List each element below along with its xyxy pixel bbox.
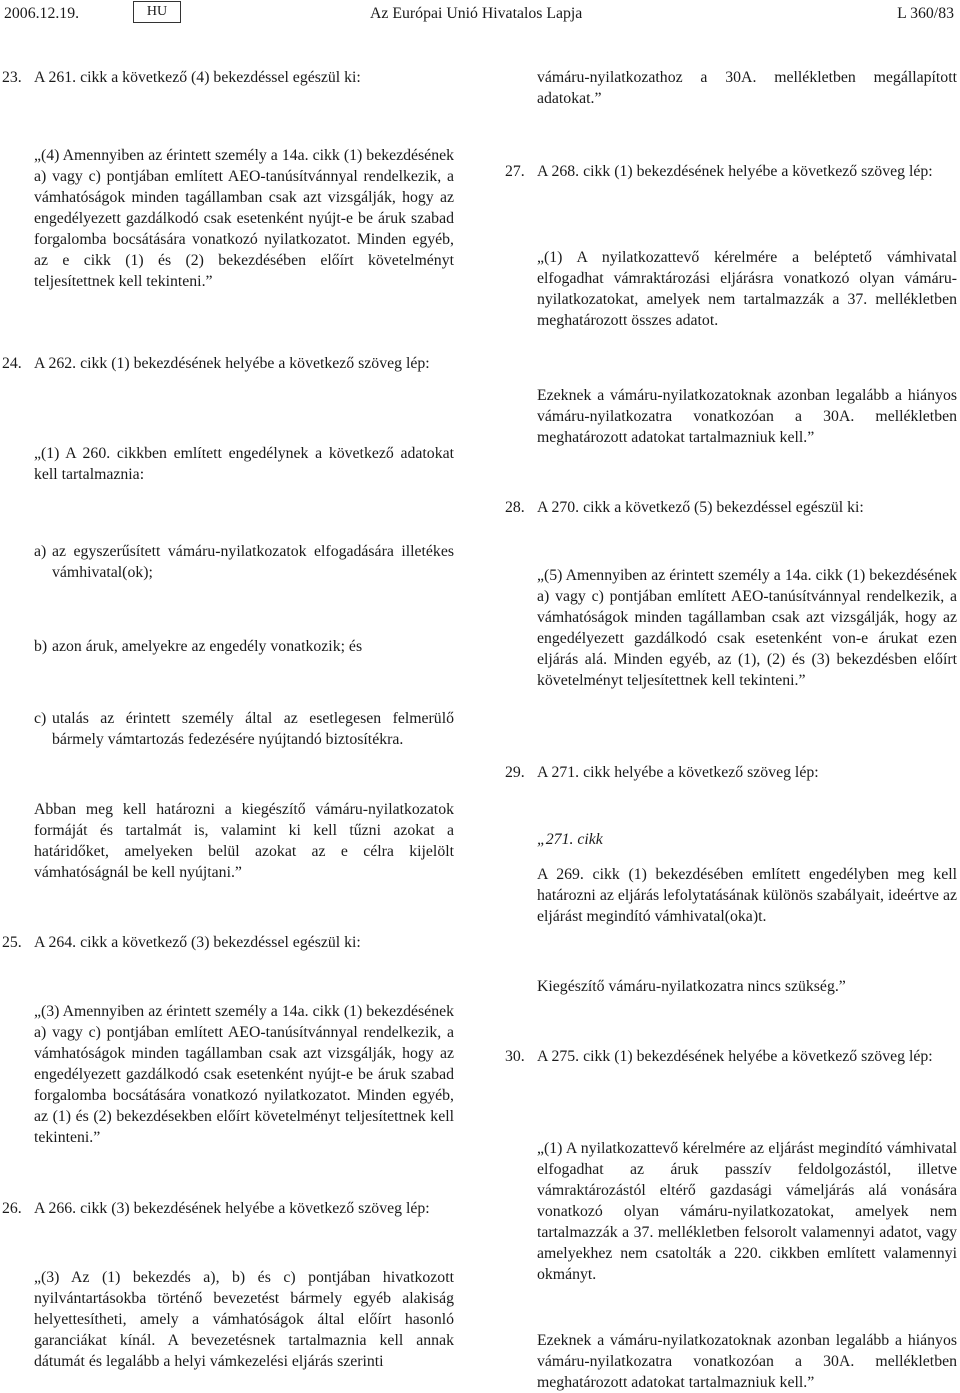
amendment-intro: A 275. cikk (1) bekezdésének helyébe a következő szöveg lép: bbox=[537, 1048, 933, 1065]
quoted-paragraph: Ezeknek a vámáru-nyilatkozatoknak azonban legalább a hiányos vámáru-nyilatkozatra vonatkozóan a 30A. mellékletben meghatározott adatokat tartalmazniuk kell.” bbox=[537, 1332, 957, 1391]
page-reference: L 360/83 bbox=[897, 5, 954, 22]
amendment-number: 23. bbox=[2, 69, 22, 86]
quoted-paragraph: „(1) A 260. cikkben említett engedélynek a következő adatokat kell tartalmaznia: bbox=[34, 445, 454, 483]
amendment-intro: A 271. cikk helyébe a következő szöveg lép: bbox=[537, 764, 819, 781]
language-code-box: HU bbox=[133, 1, 181, 23]
amendment-intro: A 261. cikk a következő (4) bekezdéssel egészül ki: bbox=[34, 69, 361, 86]
list-item bbox=[34, 541, 454, 583]
amendment-number: 25. bbox=[2, 934, 22, 951]
amendment-number: 28. bbox=[505, 499, 525, 516]
quoted-paragraph: „(4) Amennyiben az érintett személy a 14a. cikk (1) bekezdésének a) vagy c) pontjában említett AEO-tanúsítvánnyal rendelkezik, a vámhatóságok minden tagállamban csak azt vizsgálják, hogy az engedélyezett gazdálkodó csak esetenként nyújt-e be áruk szabad forgalomba bocsátására vonatkozó nyilatkozatot. Minden egyéb, az e cikk (1) és (2) bekezdésében előírt követelményt teljesítettnek kell tekinteni.” bbox=[34, 147, 454, 290]
list-marker: a) bbox=[34, 543, 47, 560]
quoted-paragraph: „(5) Amennyiben az érintett személy a 14a. cikk (1) bekezdésének a) vagy c) pontjában említett AEO-tanúsítvánnyal rendelkezik, a vámhatóságok minden tagállamban csak azt vizsgálják, hogy az engedélyezett gazdálkodó csak esetenként von-e árukat ezen eljárás alá. Minden egyéb, az (1), (2) és (3) bekezdésben előírt követelményt teljesítettnek kell tekinteni.” bbox=[537, 567, 957, 689]
publication-date: 2006.12.19. bbox=[4, 5, 80, 22]
quoted-paragraph: Kiegészítő vámáru-nyilatkozatra nincs szükség.” bbox=[537, 978, 846, 995]
list-marker: c) bbox=[34, 710, 47, 727]
page-header bbox=[0, 0, 960, 30]
amendment-intro: A 262. cikk (1) bekezdésének helyébe a következő szöveg lép: bbox=[34, 355, 430, 372]
amendment-number: 27. bbox=[505, 163, 525, 180]
continued-paragraph: vámáru-nyilatkozathoz a 30A. mellékletben megállapított adatokat.” bbox=[537, 69, 957, 107]
quoted-paragraph: „(3) Az (1) bekezdés a), b) és c) pontjában hivatkozott nyilvántartásokba történő bevezetést bármely egyéb alakiság helyettesítheti, amely a vámhatóságok által előírt hasonló garanciákat kínál. A bevezetésnek tartalmaznia kell annak dátumát és legalább a helyi vámkezelési eljárás szerinti bbox=[34, 1269, 454, 1370]
amendment-number: 30. bbox=[505, 1048, 525, 1065]
amendment-number: 24. bbox=[2, 355, 22, 372]
amendment-number: 26. bbox=[2, 1200, 22, 1217]
quoted-paragraph: A 269. cikk (1) bekezdésében említett engedélyben meg kell határozni az eljárás lefolytatásának különös szabályait, ideértve az eljárást megindító vámhivatal(oka)t. bbox=[537, 866, 957, 925]
journal-title: Az Európai Unió Hivatalos Lapja bbox=[370, 5, 583, 22]
quoted-paragraph: „(1) A nyilatkozattevő kérelmére az eljárást megindító vámhivatal elfogadhat az áruk passzív feldolgozástól, illetve vámraktározástól eltérő gazdasági vámeljárás alá vonására vonatkozó olyan vámáru-nyilatkozatokat, amelyek nem tartalmazzák a 37. mellékletben felsorolt valamennyi adatot, vagy amelyekhez nem csatolták a 220. cikkben említett valamennyi okmányt. bbox=[537, 1140, 957, 1283]
amendment-intro: A 268. cikk (1) bekezdésének helyébe a következő szöveg lép: bbox=[537, 163, 933, 180]
article-heading: „271. cikk bbox=[537, 831, 603, 848]
amendment-intro: A 264. cikk a következő (3) bekezdéssel egészül ki: bbox=[34, 934, 361, 951]
quoted-paragraph: Abban meg kell határozni a kiegészítő vámáru-nyilatkozatok formáját és tartalmát is, valamint ki kell tűzni azokat a határidőket, amelyeken belül azokat az e célra kijelölt vámhatóságnál be kell nyújtani.” bbox=[34, 801, 454, 881]
list-item-text: az egyszerűsített vámáru-nyilatkozatok elfogadására illetékes vámhivatal(ok); bbox=[52, 543, 454, 581]
list-item bbox=[34, 708, 454, 750]
list-marker: b) bbox=[34, 638, 48, 655]
amendment-number: 29. bbox=[505, 764, 525, 781]
quoted-paragraph: „(3) Amennyiben az érintett személy a 14a. cikk (1) bekezdésének a) vagy c) pontjában említett AEO-tanúsítvánnyal rendelkezik, a vámhatóságok minden tagállamban csak azt vizsgálják, hogy az engedélyezett gazdálkodó csak esetenként nyújt-e be áruk szabad forgalomba bocsátására vonatkozó nyilatkozatot. Minden egyéb, az (1) és (2) bekezdésekben előírt követelményt teljesítettnek kell tekinteni.” bbox=[34, 1003, 454, 1146]
amendment-intro: A 266. cikk (3) bekezdésének helyébe a következő szöveg lép: bbox=[34, 1200, 430, 1217]
quoted-paragraph: „(1) A nyilatkozattevő kérelmére a beléptető vámhivatal elfogadhat vámraktározási eljárásra vonatkozó olyan vámáru-nyilatkozatokat, amelyek nem tartalmazzák a 37. mellékletben meghatározott összes adatot. bbox=[537, 249, 957, 329]
list-item bbox=[34, 636, 454, 657]
list-item-text: utalás az érintett személy által az esetlegesen felmerülő bármely vámtartozás fedezésére nyújtandó biztosítékra. bbox=[52, 710, 454, 748]
amendment-intro: A 270. cikk a következő (5) bekezdéssel egészül ki: bbox=[537, 499, 864, 516]
quoted-paragraph: Ezeknek a vámáru-nyilatkozatoknak azonban legalább a hiányos vámáru-nyilatkozatra vonatkozóan a 30A. mellékletben meghatározott adatokat tartalmazniuk kell.” bbox=[537, 387, 957, 446]
list-item-text: azon áruk, amelyekre az engedély vonatkozik; és bbox=[52, 638, 363, 655]
